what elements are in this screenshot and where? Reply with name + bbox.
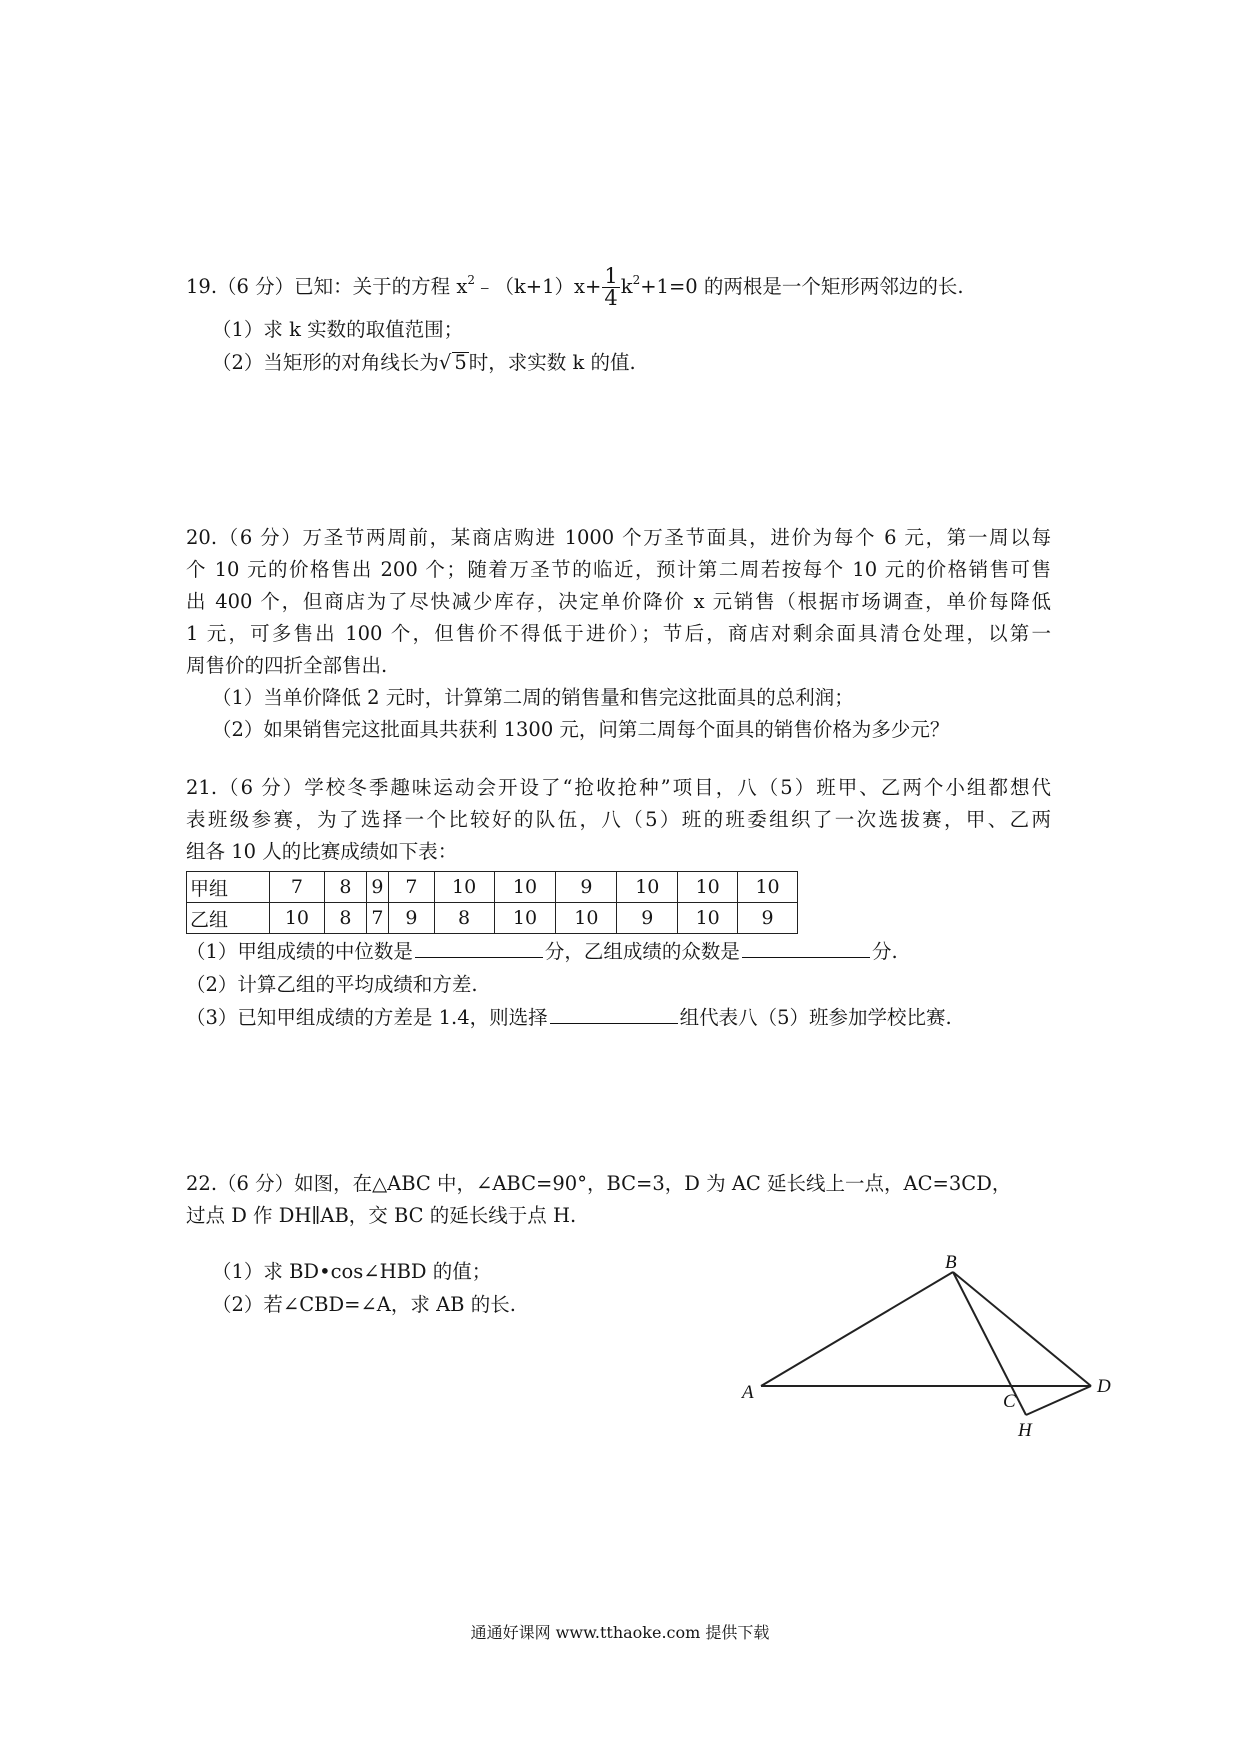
sqrt-radicand: 5 [454, 351, 467, 374]
segment-dh [1026, 1386, 1091, 1415]
table-cell: 8 [325, 903, 366, 934]
table-cell: 7 [389, 872, 434, 903]
label-c: C [1003, 1391, 1016, 1412]
q21-part1: （1）甲组成绩的中位数是 分，乙组成绩的众数是 分. [186, 940, 898, 963]
q22-part1: （1）求 BD•cos∠HBD 的值； [212, 1260, 492, 1283]
fraction-one-quarter: $\frac{1}{4}$ [604, 264, 618, 310]
answer-blank[interactable] [415, 953, 543, 958]
table-cell: 10 [617, 872, 678, 903]
q21-part3: （3）已知甲组成绩的方差是 1.4，则选择 组代表八（5）班参加学校比赛. [186, 1006, 952, 1029]
row-label: 乙组 [187, 903, 270, 934]
triangle-figure [735, 1255, 1115, 1465]
label-d: D [1097, 1376, 1111, 1397]
q19-part1: （1）求 k 实数的取值范围； [212, 318, 464, 341]
table-cell: 7 [269, 872, 325, 903]
table-cell: 10 [738, 872, 798, 903]
q21-line1: 21.（6 分）学校冬季趣味运动会开设了“抢收抢种”项目，八（5）班甲、乙两个小组都想代 [186, 776, 1051, 799]
q20-line2: 个 10 元的价格售出 200 个；随着万圣节的临近，预计第二周若按每个 10 元的价格销售可售 [186, 558, 1051, 581]
footer-credit: 通通好课网 www.tthaoke.com 提供下载 [470, 1623, 770, 1642]
q21-line2: 表班级参赛，为了选择一个比较好的队伍，八（5）班的班委组织了一次选拔赛，甲、乙两 [186, 808, 1051, 831]
segment-ab [761, 1272, 953, 1386]
table-cell: 9 [366, 872, 389, 903]
label-a: A [742, 1382, 754, 1403]
q20-part2: （2）如果销售完这批面具共获利 1300 元，问第二周每个面具的销售价格为多少元？ [212, 718, 950, 741]
sqrt-sign: √ [438, 351, 452, 374]
q19-stem: 19.（6 分）已知：关于的方程 $x^2﹣(k+1)x+$ $\frac{1}{4}$ $k^2+1=0$ 的两根是一个矩形两邻边的长. [186, 264, 964, 310]
table-row-group-b [187, 903, 798, 934]
q20-part1: （1）当单价降低 2 元时，计算第二周的销售量和售完这批面具的总利润； [212, 686, 854, 709]
table-cell: 10 [556, 903, 617, 934]
q20-line5: 周售价的四折全部售出. [186, 654, 388, 677]
row-label: 甲组 [187, 872, 270, 903]
label-h: H [1018, 1420, 1032, 1441]
segment-bd [953, 1272, 1091, 1386]
table-cell: 10 [494, 872, 556, 903]
table-cell: 9 [738, 903, 798, 934]
q19-part2: （2）当矩形的对角线长为√ 5 时，求实数 k 的值. [212, 351, 636, 374]
q20-line3: 出 400 个，但商店为了尽快减少库存，决定单价降价 x 元销售（根据市场调查，单价每降低 [186, 590, 1051, 613]
table-cell: 10 [494, 903, 556, 934]
table-cell: 10 [434, 872, 494, 903]
table-row-group-a [187, 872, 798, 903]
label-b: B [945, 1255, 957, 1273]
q20-line4: 1 元，可多售出 100 个，但售价不得低于进价）；节后，商店对剩余面具清仓处理，以第一 [186, 622, 1051, 645]
table-cell: 10 [678, 903, 738, 934]
q22-line2: 过点 D 作 DH∥AB，交 BC 的延长线于点 H. [186, 1204, 577, 1227]
table-cell: 10 [269, 903, 325, 934]
table-cell: 7 [366, 903, 389, 934]
q22-line1: 22.（6 分）如图，在△ABC 中，∠ABC=90°，BC=3，D 为 AC 延长线上一点，AC=3CD， [186, 1172, 1012, 1195]
table-cell: 9 [389, 903, 434, 934]
table-cell: 8 [434, 903, 494, 934]
table-cell: 9 [556, 872, 617, 903]
scores-table [186, 871, 798, 934]
table-cell: 8 [325, 872, 366, 903]
table-cell: 9 [617, 903, 678, 934]
q22-part2: （2）若∠CBD=∠A，求 AB 的长. [212, 1293, 516, 1316]
answer-blank[interactable] [742, 953, 870, 958]
q21-part2: （2）计算乙组的平均成绩和方差. [186, 973, 478, 996]
q21-line3: 组各 10 人的比赛成绩如下表： [186, 840, 458, 863]
q20-line1: 20.（6 分）万圣节两周前，某商店购进 1000 个万圣节面具，进价为每个 6 元，第一周以每 [186, 526, 1051, 549]
answer-blank[interactable] [550, 1019, 678, 1024]
table-cell: 10 [678, 872, 738, 903]
